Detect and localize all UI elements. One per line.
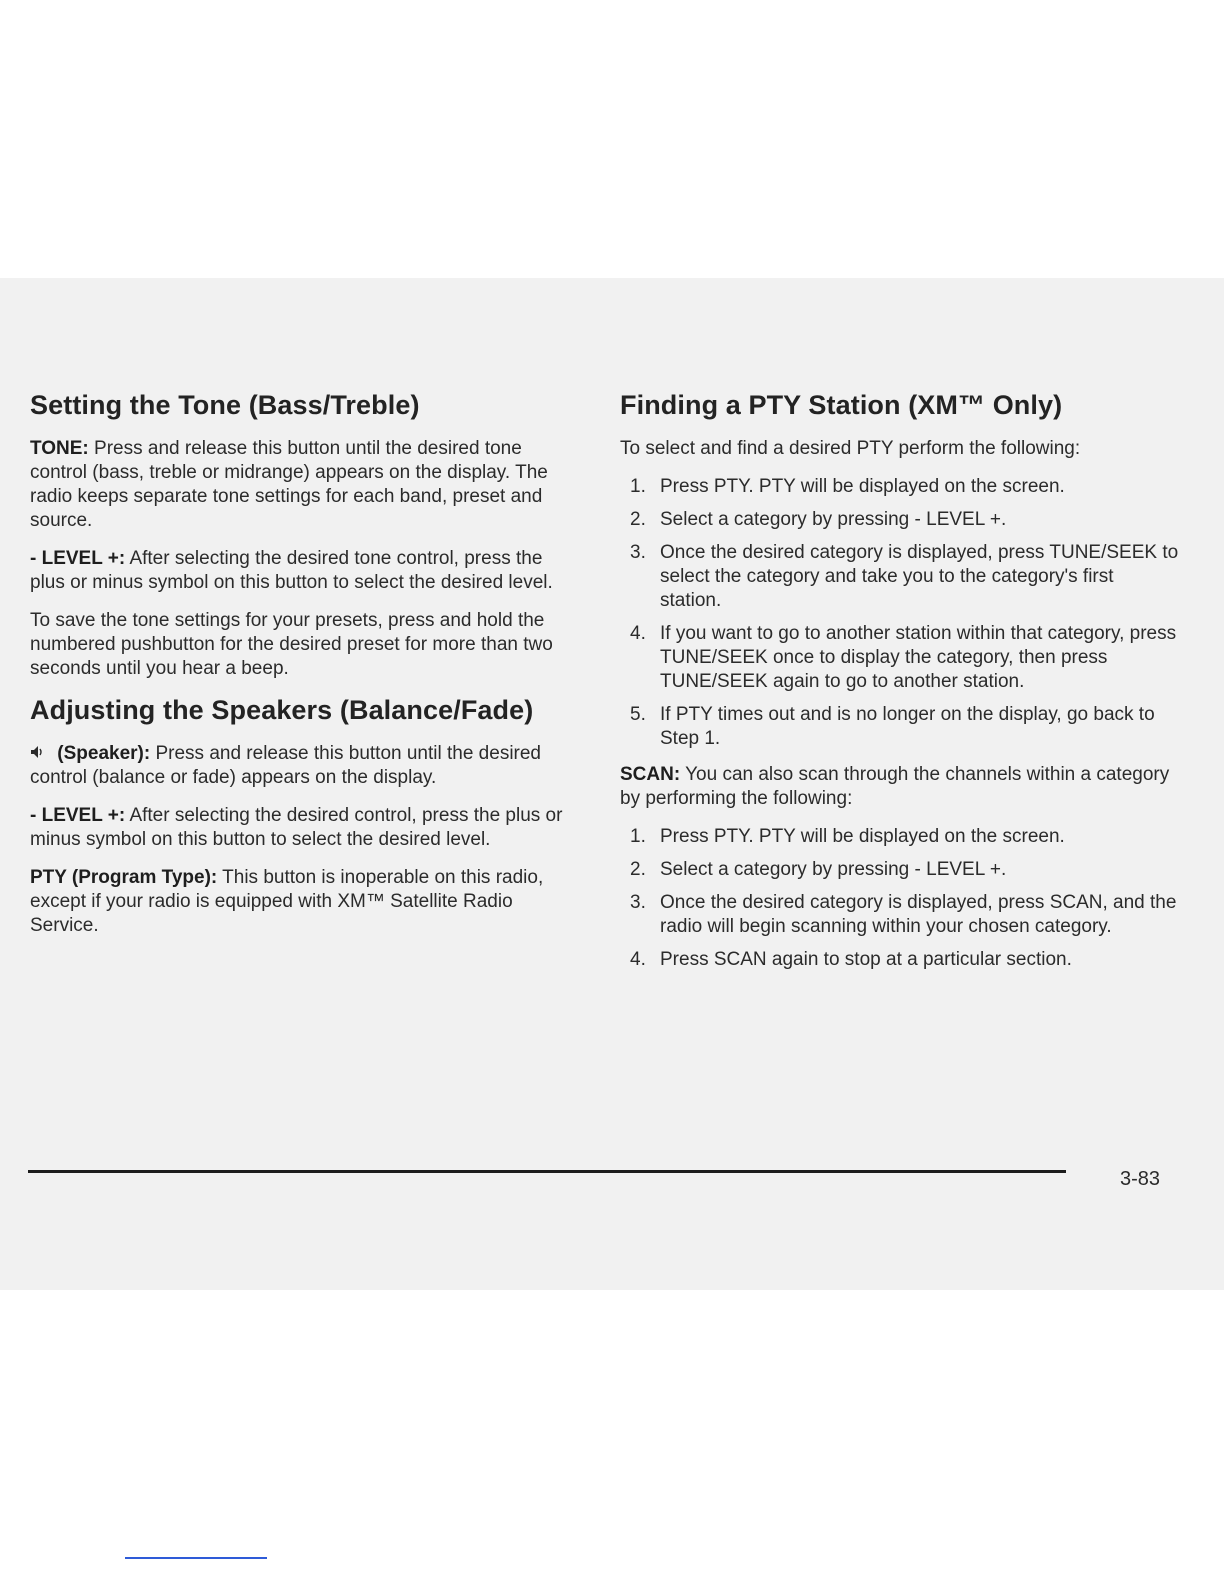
list-item: [620, 948, 1180, 972]
step-text: Once the desired category is displayed, press SCAN, and the radio will begin scanning within your chosen category.: [660, 892, 1177, 937]
list-item: [620, 541, 1180, 613]
footer-rule: [28, 1170, 1066, 1173]
scan-text: You can also scan through the channels within a category by performing the following:: [620, 764, 1170, 809]
step-text: Press PTY. PTY will be displayed on the screen.: [660, 826, 1065, 847]
list-item: [620, 891, 1180, 939]
pty-station-heading: Finding a PTY Station (XM™ Only): [620, 390, 1063, 420]
speaker-icon: [30, 743, 44, 761]
list-item: [620, 622, 1180, 694]
list-item: [620, 508, 1180, 532]
tone-level-paragraph: [30, 547, 580, 595]
speaker-text: Press and release this button until the desired control (balance or fade) appears on the display.: [30, 743, 541, 788]
pty-intro: To select and find a desired PTY perform the following:: [620, 438, 1081, 459]
list-item: [620, 825, 1180, 849]
scan-term: SCAN:: [620, 764, 681, 785]
pty-steps-list: [620, 475, 1180, 751]
list-item: [620, 858, 1180, 882]
step-number: 2.: [630, 859, 646, 880]
step-number: 4.: [630, 623, 646, 644]
step-text: Select a category by pressing - LEVEL +.: [660, 859, 1007, 880]
tone-save-paragraph: To save the tone settings for your presets, press and hold the numbered pushbutton for the desired preset for more than two seconds until you hear a beep.: [30, 610, 553, 679]
tone-heading: Setting the Tone (Bass/Treble): [30, 390, 420, 420]
tone-term: TONE:: [30, 438, 89, 459]
page-number: 3-83: [1120, 1168, 1161, 1190]
speaker-paragraph: [30, 742, 580, 790]
pty-paragraph: [30, 866, 580, 938]
step-text: If PTY times out and is no longer on the display, go back to Step 1.: [660, 704, 1155, 749]
step-number: 5.: [630, 704, 646, 725]
speaker-level-term: - LEVEL +:: [30, 805, 126, 826]
divider-line: [125, 1557, 267, 1559]
step-number: 3.: [630, 892, 646, 913]
step-text: Press PTY. PTY will be displayed on the screen.: [660, 476, 1065, 497]
step-text: Select a category by pressing - LEVEL +.: [660, 509, 1007, 530]
step-number: 3.: [630, 542, 646, 563]
left-column: [30, 390, 580, 952]
step-number: 2.: [630, 509, 646, 530]
speaker-term: (Speaker):: [57, 743, 151, 764]
tone-text: Press and release this button until the desired tone control (bass, treble or midrange) appears on the display. The radio keeps separate tone settings for each band, preset and source.: [30, 438, 548, 531]
pty-term: PTY (Program Type):: [30, 867, 218, 888]
tone-level-text: After selecting the desired tone control, press the plus or minus symbol on this button to select the desired level.: [30, 548, 553, 593]
tone-paragraph: [30, 437, 580, 533]
step-text: Press SCAN again to stop at a particular section.: [660, 949, 1072, 970]
step-number: 4.: [630, 949, 646, 970]
step-text: If you want to go to another station within that category, press TUNE/SEEK once to display the category, then press TUNE/SEEK again to go to another station.: [660, 623, 1177, 692]
tone-level-term: - LEVEL +:: [30, 548, 126, 569]
step-number: 1.: [630, 826, 646, 847]
speaker-level-text: After selecting the desired control, press the plus or minus symbol on this button to select the desired level.: [30, 805, 563, 850]
speakers-heading: Adjusting the Speakers (Balance/Fade): [30, 695, 534, 725]
step-number: 1.: [630, 476, 646, 497]
scan-paragraph: [620, 763, 1180, 811]
step-text: Once the desired category is displayed, press TUNE/SEEK to select the category and take you to the category's first station.: [660, 542, 1179, 611]
speaker-level-paragraph: [30, 804, 580, 852]
list-item: [620, 703, 1180, 751]
pty-text: This button is inoperable on this radio, except if your radio is equipped with XM™ Satellite Radio Service.: [30, 867, 544, 936]
scan-steps-list: [620, 825, 1180, 972]
list-item: [620, 475, 1180, 499]
right-column: [620, 390, 1180, 984]
